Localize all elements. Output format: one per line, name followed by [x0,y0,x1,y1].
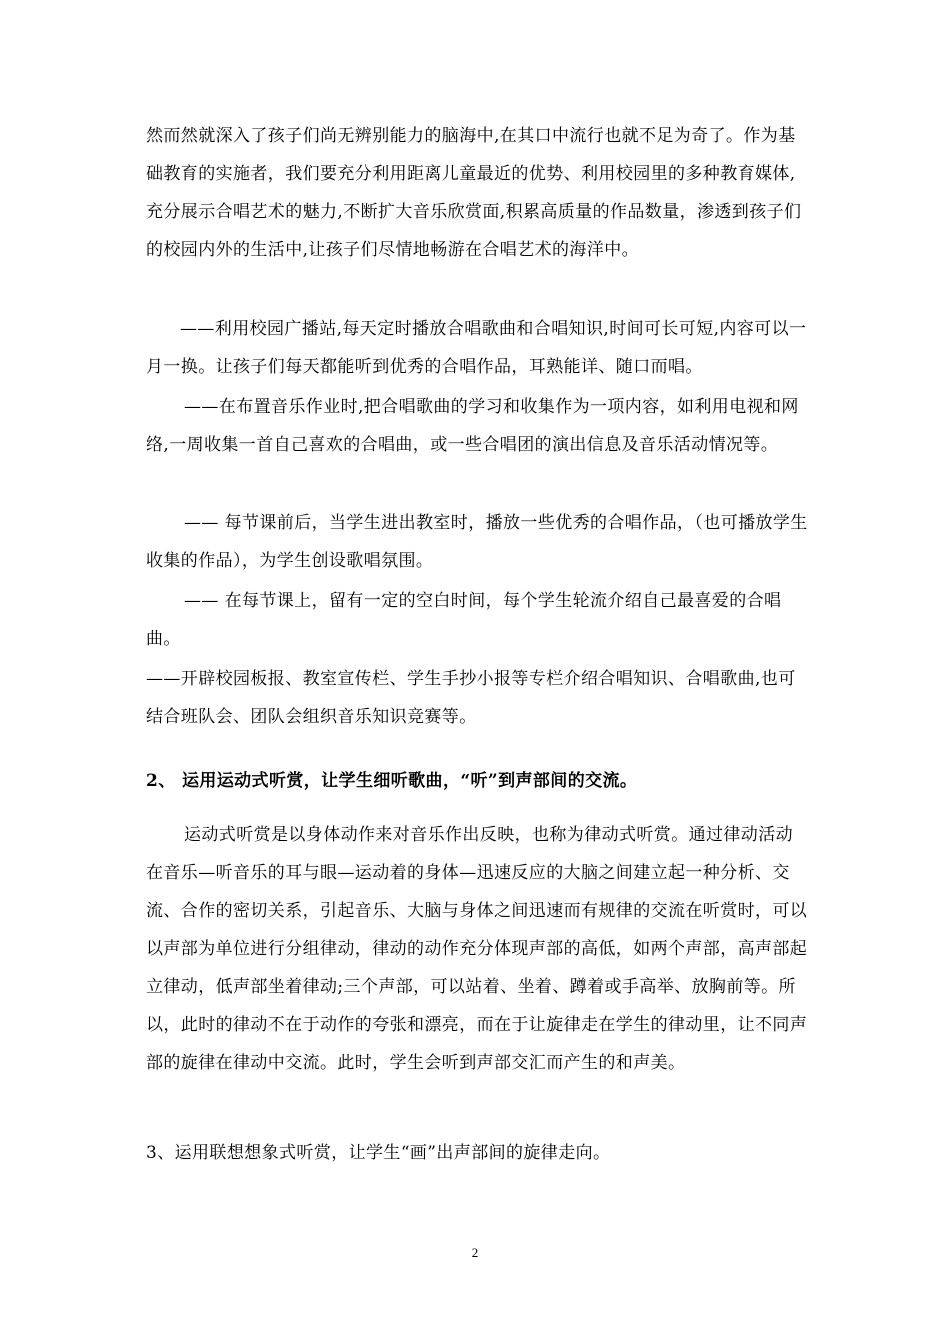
paragraph-motion-listening: 运动式听赏是以身体动作来对音乐作出反映，也称为律动式听赏。通过律动活动在音乐—听音乐的耳与眼—运动着的身体—迅速反应的大脑之间建立起一种分析、交流、合作的密切关系，引起音乐、大脑与身体之间迅速而有规律的交流在听赏时，可以以声部为单位进行分组律动，律动的动作充分体现声部的高低，如两个声部，高声部起立律动，低声部坐着律动;三个声部，可以站着、坐着、蹲着或手高举、放胸前等。所以，此时的律动不在于动作的夸张和漂亮，而在于让旋律走在学生的律动里，让不同声部的旋律在律动中交流。此时，学生会听到声部交汇而产生的和声美。 [146,825,808,1073]
paragraph-intro: 然而然就深入了孩子们尚无辨别能力的脑海中,在其口中流行也就不足为奇了。作为基础教育的实施者，我们要充分利用距离儿童最近的优势、利用校园里的多种教育媒体,充分展示合唱艺术的魅力,不断扩大音乐欣赏面,积累高质量的作品数量，渗透到孩子们的校园内外的生活中,让孩子们尽情地畅游在合唱艺术的海洋中。 [146,126,802,260]
section-heading-3: 3、运用联想想象式听赏，让学生“画”出声部间的旋律走向。 [146,1143,611,1163]
paragraph-broadcast: ——利用校园广播站,每天定时播放合唱歌曲和合唱知识,时间可长可短,内容可以一月一换。让孩子们每天都能听到优秀的合唱作品，耳熟能详、随口而唱。 [146,319,807,377]
paragraph-homework: ——在布置音乐作业时,把合唱歌曲的学习和收集作为一项内容，如利用电视和网络,一周收集一首自己喜欢的合唱曲，或一些合唱团的演出信息及音乐活动情况等。 [146,397,799,455]
paragraph-in-class: —— 在每节课上，留有一定的空白时间，每个学生轮流介绍自己最喜爱的合唱曲。 [146,591,782,649]
page-number: 2 [471,1245,479,1260]
section-heading-2: 2、 运用运动式听赏，让学生细听歌曲，“听”到声部间的交流。 [146,771,638,791]
paragraph-before-class: —— 每节课前后，当学生进出教室时，播放一些优秀的合唱作品，（也可播放学生收集的作品），为学生创设歌唱氛围。 [146,513,808,571]
paragraph-bulletin: ——开辟校园板报、教室宣传栏、学生手抄小报等专栏介绍合唱知识、合唱歌曲,也可结合班队会、团队会组织音乐知识竞赛等。 [146,669,796,727]
